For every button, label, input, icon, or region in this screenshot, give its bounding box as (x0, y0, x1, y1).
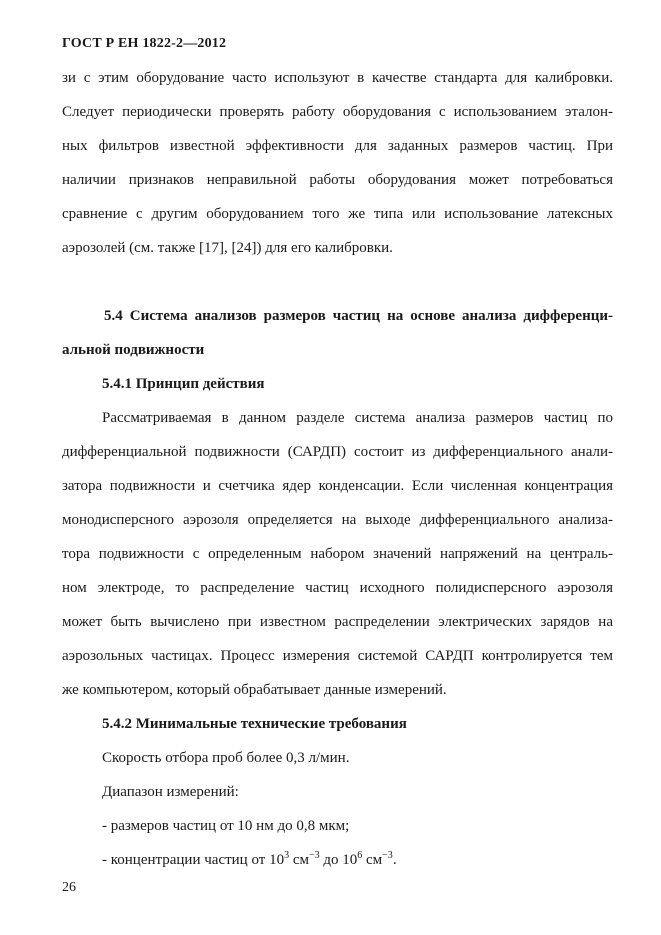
superscript: −3 (382, 850, 393, 861)
body-text-line: наличии признаков неправильной работы оборудования может потребоваться (62, 172, 613, 188)
body-text-line: зи с этим оборудование часто используют в качестве стандарта для калибровки. (62, 70, 613, 86)
body-text-line: дифференциальной подвижности (САРДП) состоит из дифференциального анали- (62, 444, 613, 460)
superscript: 6 (357, 850, 363, 861)
body-text-line: аэрозолей (см. также [17], [24]) для его калибровки. (62, 240, 393, 256)
text-span: до 10 (319, 852, 358, 868)
text-span: см (289, 852, 309, 868)
body-text-line: тора подвижности с определенным набором значений напряжений на централь- (62, 546, 613, 562)
text-span: - концентрации частиц от 10 (102, 852, 285, 868)
text-span: . (392, 852, 397, 868)
subsection-heading: 5.4.1 Принцип действия (102, 376, 265, 392)
body-text-line: ном электроде, то распределение частиц исходного полидисперсного аэрозоля (62, 580, 613, 596)
body-text-line: ных фильтров известной эффективности для заданных размеров частиц. При (62, 138, 613, 154)
requirement-particle-size: - размеров частиц от 10 нм до 0,8 мкм; (102, 818, 350, 834)
body-text-line: Рассматриваемая в данном разделе система анализа размеров частиц по (102, 410, 613, 426)
body-text-line: затора подвижности и счетчика ядер конденсации. Если численная концентрация (62, 478, 613, 494)
body-text-line: аэрозольных частицах. Процесс измерения системой САРДП контролируется тем (62, 648, 613, 664)
document-header: ГОСТ Р ЕН 1822-2—2012 (62, 36, 227, 51)
superscript: −3 (308, 850, 320, 861)
requirement-concentration (102, 852, 613, 869)
text-span: см (362, 852, 383, 868)
page-number: 26 (62, 880, 76, 895)
superscript: 3 (284, 850, 290, 861)
subsection-heading: 5.4.2 Минимальные технические требования (102, 716, 407, 732)
requirement-range-label: Диапазон измерений: (102, 784, 239, 800)
section-heading: альной подвижности (62, 342, 205, 358)
body-text-line: монодисперсного аэрозоля определяется на выходе дифференциального анализа- (62, 512, 613, 528)
requirement-sampling-rate: Скорость отбора проб более 0,3 л/мин. (102, 750, 350, 766)
body-text-line: Следует периодически проверять работу оборудования с использованием эталон- (62, 104, 613, 120)
body-text-line: сравнение с другим оборудованием того же типа или использование латексных (62, 206, 613, 222)
body-text-line: же компьютером, который обрабатывает данные измерений. (62, 682, 447, 698)
body-text-line: может быть вычислено при известном распределении электрических зарядов на (62, 614, 613, 630)
section-heading: 5.4 Система анализов размеров частиц на основе анализа дифференци- (104, 308, 613, 324)
